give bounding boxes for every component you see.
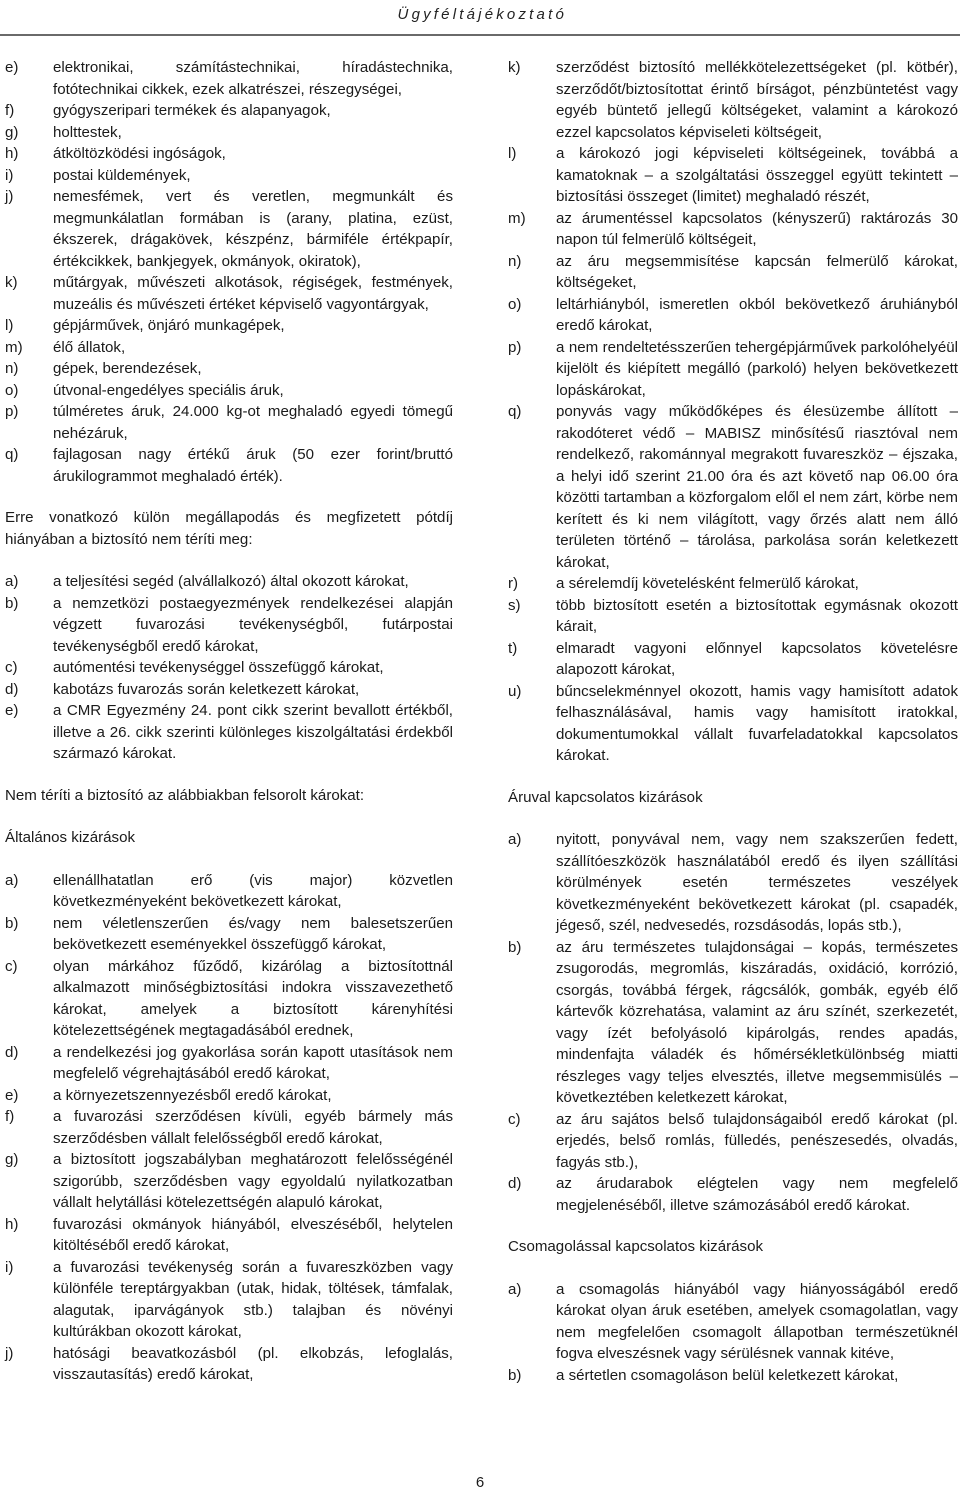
list-item xyxy=(5,401,453,444)
list-item-label: m) xyxy=(508,209,526,227)
list-item xyxy=(508,1279,958,1365)
left-item-list-general xyxy=(5,870,453,1386)
list-item xyxy=(5,57,453,100)
list-item xyxy=(5,380,453,402)
list-item-text: bűncselekménnyel okozott, hamis vagy hamisított adatok felhasználásával, hamis vagy hamisított iratokkal, dokumentumokkal vállalt fuvarfeladatokkal kapcsolatos károkat. xyxy=(556,682,958,764)
list-item-text: az áru megsemmisítése kapcsán felmerülő károkat, költségeket, xyxy=(556,252,958,291)
list-item-text: a nemzetközi postaegyezmények rendelkezései alapján végzett fuvarozási tevékenységből, futárpostai tevékenységből eredő károkat, xyxy=(53,594,453,655)
list-item xyxy=(5,1343,453,1386)
list-item-label: f) xyxy=(5,1108,15,1125)
list-item-label: a) xyxy=(5,871,19,889)
list-item-label: q) xyxy=(508,403,522,420)
list-item-text: fuvarozási okmányok hiányából, elveszéséből, helytelen kitöltéséből eredő károkat, xyxy=(53,1215,453,1254)
list-item xyxy=(508,294,958,337)
list-item-label: b) xyxy=(5,594,19,612)
list-item xyxy=(5,100,453,122)
list-item xyxy=(5,913,453,956)
heading-packaging-exclusions: Csomagolással kapcsolatos kizárások xyxy=(508,1238,764,1255)
list-item-text: a CMR Egyezmény 24. pont cikk szerint bevallott értékből, illetve a 26. cikk szerinti különleges kiszolgáltatási érdekből származó károkat. xyxy=(53,702,453,762)
list-item-text: nem véletlenszerűen és/vagy nem balesetszerűen bekövetkezett eseményekkel összefüggő károkat, xyxy=(53,914,453,953)
list-item-label: i) xyxy=(5,166,14,184)
list-item-text: az árudarabok elégtelen vagy nem megfelelő megjelenéséből, illetve számozásából eredő károkat. xyxy=(556,1175,958,1214)
right-item-list-top xyxy=(508,57,958,767)
running-header: Ügyféltájékoztató xyxy=(397,6,567,23)
list-item-text: a nem rendeltetésszerűen tehergépjárművek parkolóhelyéül kijelölt és kiépített megálló (parkoló) helyen bekövetkezett lopáskárokat, xyxy=(556,338,958,399)
list-item-text: a sérelemdíj követelésként felmerülő károkat, xyxy=(556,575,859,592)
list-item xyxy=(508,57,958,143)
list-item-label: b) xyxy=(5,914,19,932)
list-item-text: autómentési tevékenységgel összefüggő károkat, xyxy=(53,659,384,676)
list-item-label: j) xyxy=(5,188,14,205)
list-item xyxy=(508,1109,958,1174)
list-item xyxy=(5,358,453,380)
list-item-label: e) xyxy=(5,1086,19,1104)
conditional-intro-paragraph: Erre vonatkozó külön megállapodás és megfizetett pótdíj hiányában a biztosító nem téríti meg: xyxy=(5,509,453,548)
list-item-label: j) xyxy=(5,1344,14,1362)
list-item-text: olyan márkához fűződő, kizárólag a biztosítottnál alkalmazott minőségbiztosítási indokra visszavezethető károkat, amelyek a biztosított kárenyhítési kötelezettségének megtagadásából erednek, xyxy=(53,957,453,1039)
list-item-text: nemesfémek, vert és veretlen, megmunkált és megmunkálatlan formában is (arany, platina, ezüst, ékszerek, drágakövek, készpénz, bármiféle értékpapír, értékcikkek, bankjegyek, okmányok, okiratok), xyxy=(53,188,453,270)
list-item-label: d) xyxy=(5,1043,19,1061)
list-item-label: h) xyxy=(5,1215,19,1233)
list-item-text: útvonal-engedélyes speciális áruk, xyxy=(53,381,284,399)
list-item-text: élő állatok, xyxy=(53,338,126,356)
list-item-text: a sértetlen csomagoláson belül keletkezett károkat, xyxy=(556,1366,899,1384)
list-item-text: holttestek, xyxy=(53,123,122,141)
list-item xyxy=(508,829,958,937)
list-item xyxy=(5,593,453,658)
list-item xyxy=(508,681,958,767)
list-item-text: szerződést biztosító mellékkötelezettségeket (pl. kötbér), szerződőt/biztosítottat érintő bírságot, pénzbüntetést vagy egyéb büntető jellegű költségeket, valamint a károkozó ezzel kapcsolatos képviseleti költségeit, xyxy=(556,59,958,141)
right-column xyxy=(508,57,958,1386)
list-item-label: p) xyxy=(508,338,522,356)
list-item xyxy=(5,315,453,337)
list-item-label: k) xyxy=(508,59,521,76)
right-item-list-goods xyxy=(508,829,958,1216)
list-item-text: elmaradt vagyoni előnnyel kapcsolatos követelésre alapozott károkat, xyxy=(556,639,958,678)
left-item-list-top xyxy=(5,57,453,487)
list-item-text: gyógyszeripari termékek és alapanyagok, xyxy=(53,102,331,119)
list-item xyxy=(508,208,958,251)
list-item xyxy=(5,272,453,315)
list-item-text: gépek, berendezések, xyxy=(53,360,202,377)
list-item-label: p) xyxy=(5,403,19,420)
list-item xyxy=(5,700,453,765)
list-item-label: b) xyxy=(508,938,522,956)
list-item-label: n) xyxy=(5,360,19,377)
list-item-label: h) xyxy=(5,145,19,162)
list-item xyxy=(5,956,453,1042)
list-item-label: s) xyxy=(508,596,521,614)
list-item xyxy=(5,1106,453,1149)
list-item-label: u) xyxy=(508,682,522,700)
list-item-text: az áru sajátos belső tulajdonságaiból eredő károkat (pl. erjedés, belső romlás, fülledés, penészesedés, olvadás, fagyás stb.), xyxy=(556,1110,958,1171)
list-item-text: elektronikai, számítástechnikai, híradástechnika, fotótechnikai cikkek, ezek alkatrészei, részegységei, xyxy=(53,59,453,98)
list-item-label: q) xyxy=(5,446,19,463)
list-item-text: több biztosított esetén a biztosítottak egymásnak okozott kárait, xyxy=(556,596,958,635)
list-item-label: o) xyxy=(508,295,522,313)
list-item-text: hatósági beavatkozásból (pl. elkobzás, lefoglalás, visszautasítás) eredő károkat, xyxy=(53,1344,453,1383)
list-item xyxy=(508,251,958,294)
list-item-text: átköltözködési ingóságok, xyxy=(53,145,226,162)
heading-general-exclusions: Általános kizárások xyxy=(5,829,136,846)
list-item xyxy=(5,657,453,679)
list-item-label: r) xyxy=(508,575,519,592)
list-item-label: f) xyxy=(5,102,15,119)
list-item-label: a) xyxy=(508,831,522,848)
list-item-text: a biztosított jogszabályban meghatározott felelősségénél szigorúbb, szerződésben vagy egyoldalú nyilatkozatban vállalt helytállási kötelezettségén alapuló károkat, xyxy=(53,1151,453,1211)
list-item xyxy=(5,571,453,593)
list-item xyxy=(5,444,453,487)
exclusions-intro-paragraph: Nem téríti a biztosító az alábbiakban felsorolt károkat: xyxy=(5,786,365,804)
list-item-text: a károkozó jogi képviseleti költségeinek, továbbá a kamatoknak – a szolgáltatási összeggel együtt tekintett – biztosítási összeget (limitet) meghaladó részét, xyxy=(556,145,958,205)
list-item xyxy=(5,337,453,359)
list-item-label: a) xyxy=(5,573,19,590)
list-item-text: leltárhiányból, ismeretlen okból bekövetkező áruhiányból eredő károkat, xyxy=(556,295,958,334)
list-item-text: a fuvarozási szerződésen kívüli, egyéb bármely más szerződésben vállalt felelősségből eredő károkat, xyxy=(53,1108,453,1147)
list-item xyxy=(508,573,958,595)
list-item-label: c) xyxy=(5,957,18,975)
list-item-text: a csomagolás hiányából vagy hiányosságából eredő károkat olyan áruk esetében, amelyek csomagolatlan, vagy nem megfelelően csomagolt állapotban természetüknél fogva elveszésnek vagy sérülésnek vannak kitéve, xyxy=(556,1280,958,1362)
list-item-text: nyitott, ponyvával nem, vagy nem szakszerűen fedett, szállítóeszközök használatából eredő és ilyen szállítási körülmények esetén természetes veszélyek következményeként bekövetkezett károkat (pl. csapadék, jégeső, szél, nedvesedés, rozsdásodás, lopás stb.), xyxy=(556,831,958,934)
list-item-text: a teljesítési segéd (alvállalkozó) által okozott károkat, xyxy=(53,573,409,590)
list-item-label: d) xyxy=(5,680,19,698)
list-item-text: gépjárművek, önjáró munkagépek, xyxy=(53,317,285,334)
list-item-text: ponyvás vagy működőképes és élesüzembe állított – rakodóteret védő – MABISZ minősítésű riasztóval nem rendelkező, rakománnyal megrakott fuvareszköz – éjszaka, a helyi idő szerint 21.00 óra és azt követő nap 06.00 óra közötti tartamban a közforgalom elől el nem zárt, körbe nem kerített és ki nem világított, vagy őrzés alatt nem álló területen történő – tárolása, parkolása során keletkezett károkat, xyxy=(556,403,958,571)
list-item xyxy=(508,401,958,573)
list-item xyxy=(508,937,958,1109)
list-item-label: l) xyxy=(508,145,517,162)
list-item xyxy=(5,1042,453,1085)
list-item-text: az árumentéssel kapcsolatos (kényszerű) raktározás 30 napon túl felmerülő költségeit, xyxy=(556,209,958,248)
list-item-text: a fuvarozási tevékenység során a fuvareszközben vagy különféle tereptárgyakban (utak, hidak, töltések, támfalak, alagutak, iparvágányok stb.) talajban és növényi kultúrákban okozott károkat, xyxy=(53,1258,453,1340)
list-item xyxy=(5,1214,453,1257)
list-item-label: c) xyxy=(5,659,18,676)
list-item xyxy=(508,1365,958,1387)
list-item-label: l) xyxy=(5,317,14,334)
list-item-text: kabotázs fuvarozás során keletkezett károkat, xyxy=(53,680,360,698)
list-item xyxy=(5,1085,453,1107)
list-item-label: n) xyxy=(508,252,522,270)
list-item-label: m) xyxy=(5,338,23,356)
list-item-text: túlméretes áruk, 24.000 kg-ot meghaladó egyedi tömegű nehézáruk, xyxy=(53,403,453,442)
list-item-label: e) xyxy=(5,59,19,76)
header-rule xyxy=(0,34,960,36)
list-item-text: a környezetszennyezésből eredő károkat, xyxy=(53,1086,332,1104)
list-item-text: postai küldemények, xyxy=(53,166,191,184)
list-item-label: g) xyxy=(5,123,19,141)
list-item xyxy=(5,143,453,165)
list-item-label: t) xyxy=(508,639,518,657)
list-item xyxy=(5,870,453,913)
list-item-label: g) xyxy=(5,1151,19,1168)
list-item-label: o) xyxy=(5,381,19,399)
list-item-text: ellenállhatatlan erő (vis major) közvetlen következményeként bekövetkezett károkat, xyxy=(53,871,453,910)
list-item xyxy=(5,165,453,187)
list-item xyxy=(5,1149,453,1214)
list-item xyxy=(508,1173,958,1216)
list-item xyxy=(508,143,958,208)
list-item-label: a) xyxy=(508,1280,522,1298)
list-item-label: e) xyxy=(5,702,19,719)
list-item-label: c) xyxy=(508,1110,521,1128)
list-item xyxy=(5,186,453,272)
list-item-text: az áru természetes tulajdonságai – kopás, természetes zsugorodás, megromlás, kiszáradás, oxidáció, korrózió, csorgás, továbbá férgek, rágcsálók, gombák, egyéb élő kártevők közrehatása, valamint az áru színét, szerkezetét, vagy ízét befolyásoló kipárolgás, rendes apadás, mindenfajta váladék és hőmérsékletkülönbség miatti részleges vagy teljes elvesztés, illetve megsemmisülés – következtében keletkezett károkat, xyxy=(556,938,958,1106)
left-item-list-mid xyxy=(5,571,453,765)
list-item xyxy=(5,122,453,144)
list-item-text: a rendelkezési jog gyakorlása során kapott utasítások nem megfelelő végrehajtásából eredő károkat, xyxy=(53,1043,453,1082)
list-item-label: i) xyxy=(5,1258,14,1276)
list-item-label: k) xyxy=(5,274,18,291)
heading-goods-exclusions: Áruval kapcsolatos kizárások xyxy=(508,788,703,806)
list-item-label: b) xyxy=(508,1366,522,1384)
list-item xyxy=(508,638,958,681)
list-item-label: d) xyxy=(508,1175,522,1192)
right-item-list-packaging xyxy=(508,1279,958,1387)
list-item-text: fajlagosan nagy értékű áruk (50 ezer forint/bruttó árukilogrammot meghaladó érték). xyxy=(53,446,453,485)
list-item xyxy=(5,1257,453,1343)
list-item-text: műtárgyak, művészeti alkotások, régiségek, festmények, muzeális és művészeti értéket képviselő vagyontárgyak, xyxy=(53,274,453,313)
list-item xyxy=(5,679,453,701)
left-column xyxy=(5,57,453,1386)
list-item xyxy=(508,337,958,402)
list-item xyxy=(508,595,958,638)
page-number: 6 xyxy=(475,1474,485,1491)
